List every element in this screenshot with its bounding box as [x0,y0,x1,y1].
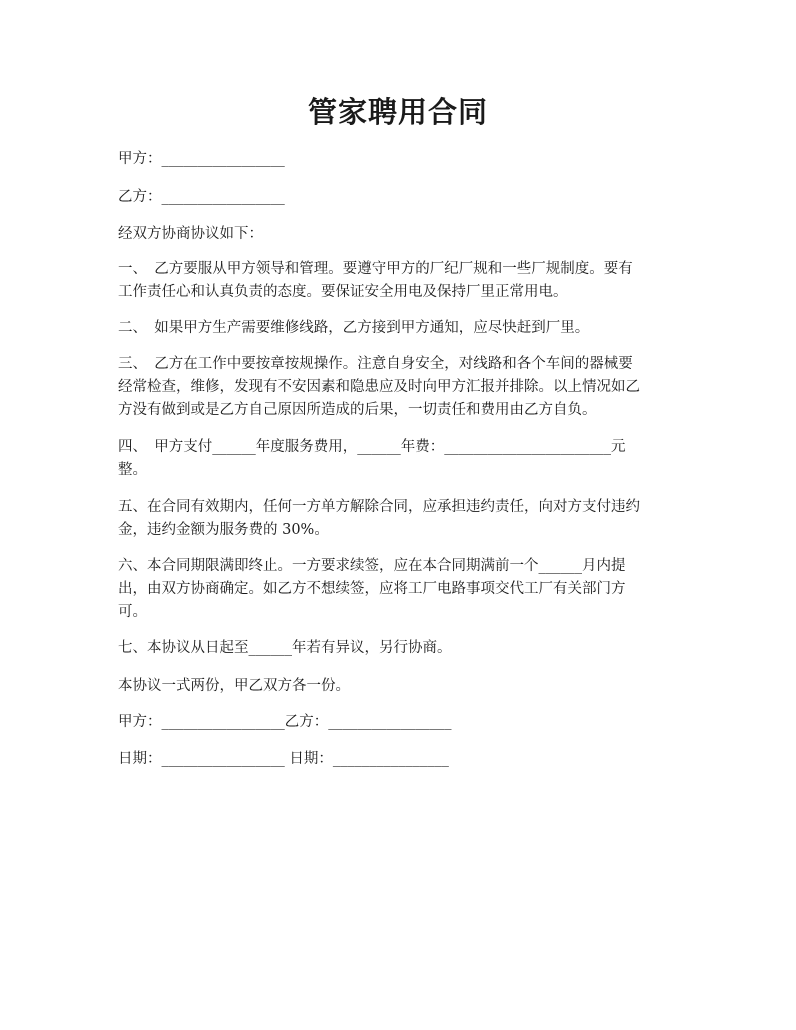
signature-line: 甲方：_________________乙方：_________________ [118,714,452,730]
party-b-field: 乙方：_________________ [118,189,285,205]
party-a-field: 甲方：_________________ [118,151,285,167]
clause-6 [118,555,683,624]
clause-7-line-1: 七、本协议从日起至______年若有异议，另行协商。 [118,640,452,656]
clause-4-line-1: 四、 甲方支付______年度服务费用，______年费：_______________________元 [118,439,626,455]
clause-4 [118,436,683,482]
clause-5 [118,496,683,542]
clause-3-line-2: 经常检查，维修，发现有不安因素和隐患应及时向甲方汇报并排除。以上情况如乙 [118,379,640,395]
clause-6-line-3: 可。 [118,604,147,620]
clause-4-line-2: 整。 [118,462,147,478]
clause-3-line-1: 三、 乙方在工作中要按章按规操作。注意自身安全，对线路和各个车间的器械要 [118,356,633,372]
clause-1-line-1: 一、 乙方要服从甲方领导和管理。要遵守甲方的厂纪厂规和一些厂规制度。要有 [118,261,633,277]
date-line: 日期：_________________ 日期：________________ [118,751,449,767]
clause-5-line-2: 金，违约金额为服务费的 30%。 [118,522,329,538]
clause-1-line-2: 工作责任心和认真负责的态度。要保证安全用电及保持厂里正常用电。 [118,284,568,300]
clause-2-line-1: 二、 如果甲方生产需要维修线路，乙方接到甲方通知，应尽快赶到厂里。 [118,320,590,336]
document-title: 管家聘用合同 [307,95,488,129]
clause-2 [118,317,683,340]
clause-7 [118,637,683,660]
copies-statement: 本协议一式两份，甲乙双方各一份。 [118,678,350,694]
clause-5-line-1: 五、在合同有效期内，任何一方单方解除合同，应承担违约责任，向对方支付违约 [118,499,640,515]
intro-text: 经双方协商协议如下： [118,226,263,242]
clause-6-line-2: 出，由双方协商确定。如乙方不想续签，应将工厂电路事项交代工厂有关部门方 [118,581,626,597]
clause-1 [118,258,683,304]
clause-3 [118,353,683,422]
clause-6-line-1: 六、本合同期限满即终止。一方要求续签，应在本合同期满前一个______月内提 [118,558,626,574]
clause-3-line-3: 方没有做到或是乙方自己原因所造成的后果，一切责任和费用由乙方自负。 [118,402,597,418]
